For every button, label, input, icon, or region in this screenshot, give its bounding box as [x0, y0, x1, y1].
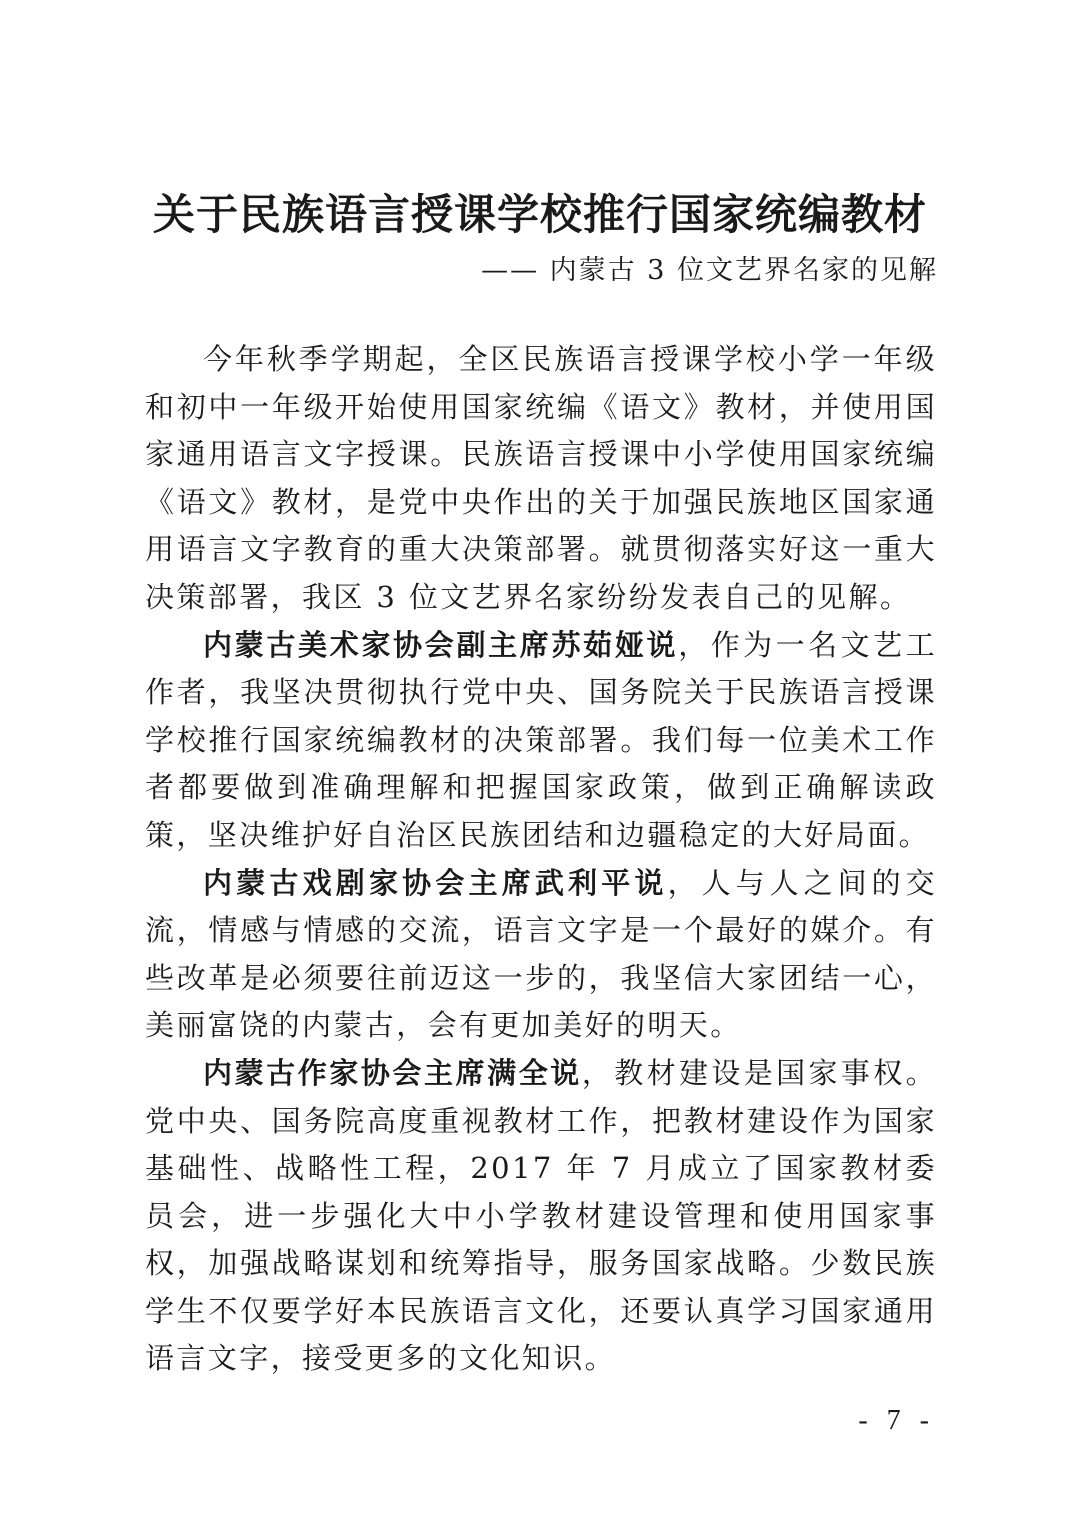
paragraph-lead-speaker: 内蒙古戏剧家协会主席武利平说: [203, 865, 668, 900]
paragraph-text: ，教材建设是国家事权。党中央、国务院高度重视教材工作，把教材建设作为国家基础性、战略性工程，2017 年 7 月成立了国家教材委员会，进一步强化大中小学教材建设管理和使用国家事权，加强战略谋划和统筹指导，服务国家战略。少数民族学生不仅要学好本民族语言文化，还要认真学习国家通用语言文字，接受更多的文化知识。: [145, 1055, 937, 1376]
paragraph-text: 今年秋季学期起，全区民族语言授课学校小学一年级和初中一年级开始使用国家统编《语文》教材，并使用国家通用语言文字授课。民族语言授课中小学使用国家统编《语文》教材，是党中央作出的关于加强民族地区国家通用语言文字教育的重大决策部署。就贯彻落实好这一重大决策部署，我区 3 位文艺界名家纷纷发表自己的见解。: [145, 342, 937, 614]
body-paragraph-manquan: [145, 1050, 937, 1383]
document-body: [145, 336, 937, 1383]
page-number: - 7 -: [858, 1405, 935, 1436]
paragraph-lead-speaker: 内蒙古作家协会主席满全说: [203, 1055, 582, 1090]
paragraph-lead-speaker: 内蒙古美术家协会副主席苏茹娅说: [203, 627, 679, 662]
body-paragraph-suruya: [145, 622, 937, 860]
document-subtitle: —— 内蒙古 3 位文艺界名家的见解: [481, 255, 938, 286]
paragraph-text: ，作为一名文艺工作者，我坚决贯彻执行党中央、国务院关于民族语言授课学校推行国家统编教材的决策部署。我们每一位美术工作者都要做到准确理解和把握国家政策，做到正确解读政策，坚决维护好自治区民族团结和边疆稳定的大好局面。: [145, 627, 937, 852]
body-paragraph-intro: [145, 336, 937, 622]
body-paragraph-wuliping: [145, 860, 937, 1050]
paragraph-text: ，人与人之间的交流，情感与情感的交流，语言文字是一个最好的媒介。有些改革是必须要往前迈这一步的，我坚信大家团结一心，美丽富饶的内蒙古，会有更加美好的明天。: [145, 865, 938, 1043]
document-title: 关于民族语言授课学校推行国家统编教材: [152, 190, 927, 239]
